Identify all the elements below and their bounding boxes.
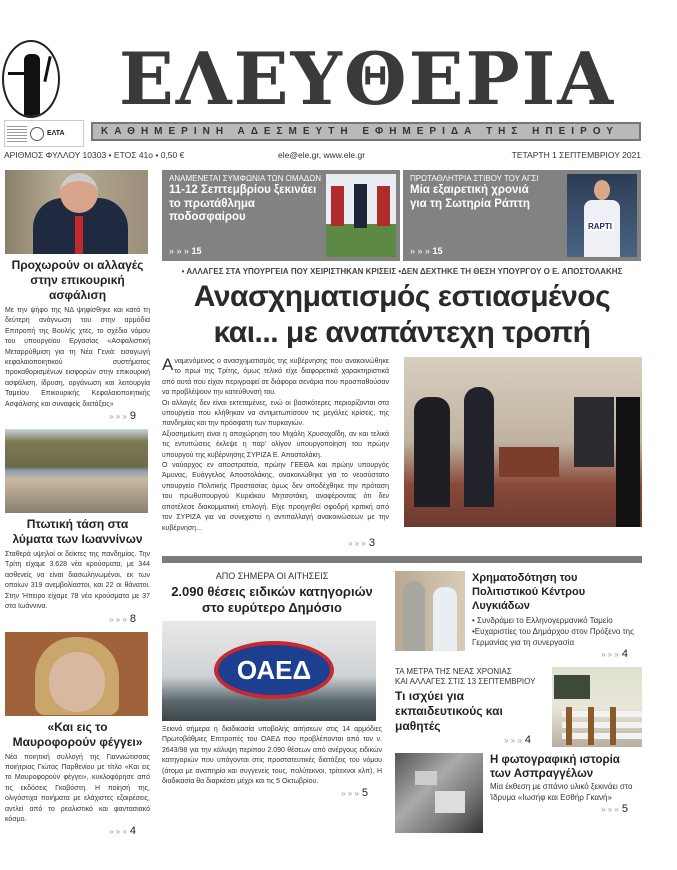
article-headline[interactable]: Προχωρούν οι αλλαγές στην επικουρική ασφάλιση (11, 258, 144, 302)
headline-line1: Η φωτογραφική ιστορία (490, 753, 620, 766)
photo-ioannina (5, 429, 148, 513)
page-ref[interactable]: » » » 8 (109, 612, 136, 625)
lead-headline[interactable] (162, 279, 642, 351)
headline-line1: Τι ισχύει για (395, 688, 464, 703)
bullet: • Συνδράμει το Ελληνογερμανικό Ταμείο (472, 615, 613, 625)
photo-asprangeli (395, 753, 483, 833)
page-ref[interactable]: » » » 9 (109, 410, 136, 423)
lead-body: Αναμενόμενος ο ανασχηματισμός της κυβέρνησης που ανακοινώθηκε το πρωί της Τρίτης, όμως τελικά είχε διαφορετικά χαρακτηριστικά από αυτά που είχαν περιγραφεί σε διάφορα σενάρια που προσπαθούσαν να προβλέψουν την κατεύθυνσή του. Οι αλλαγές δεν είναι εκτεταμένες, ενώ οι βασικότερες περιορίζονται στα υπουργεία που κλήθηκαν να αντιμετωπίσουν τις μεγάλες κρίσεις, της πανδημίας και την πρόσφατη των πυρκαγιών. Αξιοσημείωτη είναι η αποχώρηση του Μιχάλη Χρυσοχοΐδη, αν και τελικά τις εντυπώσεις έκλεψε η παρ' ολίγον υπουργοποίηση του πρώην υπουργού της κυβέρνησης ΣΥΡΙΖΑ Ε. Αποστολάκη. Ο ναύαρχος εν αποστρατεία, πρώην ΓΕΕΘΑ και πρώην υπουργός Άμυνας, Ευάγγελος Αποστολάκης, ανακοινώθηκε για το νεοσύστατο υπουργείο Πολιτικής Προστασίας όμως δεν αποδέχθηκε την πρόταση του πρωθυπουργού Κυριάκου Μητσοτάκη, αναφέροντας ότι δεν αποτέλεσε διακομματική επιλογή. Είχε προηγηθεί σφοδρή κριτική από τον ΣΥΡΙΖΑ για να συνεχιστεί η αντιπαλλαγή ανακοινώσεων με την κυβέρνηση... (162, 355, 389, 532)
bottom-row (162, 571, 642, 833)
article-headline[interactable]: Πτωτική τάση στα λύματα των Ιωαννίνων (12, 517, 143, 547)
masthead-tagline: ΚΑΘΗΜΕΡΙΝΗ ΑΔΕΣΜΕΥΤΗ ΕΦΗΜΕΡΙΔΑ ΤΗΣ ΗΠΕΙΡΟΥ (91, 122, 641, 141)
kicker: ΑΝΑΜΕΝΕΤΑΙ ΣΥΜΦΩΝΙΑ ΤΩΝ ΟΜΑΔΩΝ (169, 174, 321, 183)
article (5, 632, 150, 839)
photo-swearing-in (404, 357, 642, 527)
headline-line1: 11-12 Σεπτεμβρίου ξεκινάει (169, 184, 317, 196)
sports-row (162, 170, 642, 261)
photo-handover (395, 571, 465, 651)
logo (2, 40, 60, 118)
photo-oaed (162, 621, 376, 721)
article-oaed (162, 571, 382, 800)
headline-line2: εκπαιδευτικούς και μαθητές (395, 703, 503, 733)
photo-athlete (567, 174, 637, 257)
badges (4, 120, 84, 147)
photo-football-players (326, 174, 396, 257)
lead-headline-line2: και... με αναπάντεχη τροπή (213, 316, 591, 349)
article-lygkiades[interactable] (395, 571, 642, 661)
page-ref[interactable]: » » » 4 (504, 733, 531, 746)
kicker: ΤΑ ΜΕΤΡΑ ΤΗΣ ΝΕΑΣ ΧΡΟΝΙΑΣ (395, 666, 512, 676)
page-ref[interactable]: » » » 3 (348, 536, 375, 549)
headline-line2: Πολιτιστικού Κέντρου Λυγκιάδων (472, 585, 586, 612)
lead-kicker: • ΑΛΛΑΓΕΣ ΣΤΑ ΥΠΟΥΡΓΕΙΑ ΠΟΥ ΧΕΙΡΙΣΤΗΚΑΝ ΚΡΙΣΕΙΣ •ΔΕΝ ΔΕΧΤΗΚΕ ΤΗ ΘΕΣΗ ΥΠΟΥΡΓΟΥ Ο Ε. ΑΠΟΣΤΟΛΑΚΗΣ (181, 267, 623, 276)
page-ref[interactable]: » » » 5 (341, 787, 368, 800)
page-ref[interactable]: » » » 4 (109, 825, 136, 838)
sword-icon (43, 56, 51, 82)
lead-row (162, 357, 642, 550)
lead-headline-line1: Ανασχηματισμός εστιασμένος (193, 280, 611, 313)
headline-line1: Χρηματοδότηση του (472, 571, 578, 584)
headline-line2: το πρωτάθλημα ποδοσφαίρου (169, 197, 255, 223)
article-body: Σταθερά υψηλοί οι δείκτες της πανδημίας. Την Τρίτη είχαμε 3.628 νέα κρούσματα, με 344 ασθενείς να είναι διασωληνωμένοι, εκ των οποίων 319 ανεμβολίαστοι, και 22 οι θάνατοι. Στην Ήπειρο είχαμε 78 νέα κρούσματα με 37 στα Ιωάννινα. (5, 551, 150, 611)
article-headline[interactable]: «Και εις το Μαυροφορούν φέγγει» (12, 719, 143, 749)
oaed-body: Ξεκινά σήμερα η διαδικασία υποβολής αιτήσεων στις 14 αρμόδιες Πρωτοβάθμιες Επιτροπές του ΟΑΕΔ που προβλέπονται από τον ν. 2643/98 για την κάλυψη περίπου 2.090 θέσεων από ανέργους ειδικών κατηγοριών που υπάγονται στις προστατευτικές διατάξεις του νόμου (άτομα με αναπηρία και συγγενείς τους, πολύτεκνοι, τρίτεκνοι κλπ). Η διαδικασία θα διαρκέσει μέχρι και τις 5 Οκτωβρίου. (162, 725, 382, 785)
photo-poet (5, 632, 148, 716)
drop-cap: Α (162, 355, 174, 374)
right-column (395, 571, 642, 833)
lead-text (162, 357, 389, 550)
certificate-badge (7, 124, 27, 144)
page-body (5, 170, 642, 838)
main-column (162, 170, 642, 833)
kicker: ΠΡΩΤΑΘΛΗΤΡΙΑ ΣΤΙΒΟΥ ΤΟΥ ΑΓΣΙ (410, 174, 539, 183)
kicker: ΚΑΙ ΑΛΛΑΓΕΣ ΣΤΙΣ 13 ΣΕΠΤΕΜΒΡΙΟΥ (395, 676, 536, 686)
oaed-headline[interactable]: 2.090 θέσεις ειδικών κατηγοριών στο ευρύτερο Δημόσιο (171, 583, 373, 615)
article (5, 170, 150, 423)
headline-line1: Μία εξαιρετική χρονιά (410, 184, 529, 196)
oaed-kicker: ΑΠΟ ΣΗΜΕΡΑ ΟΙ ΑΙΤΗΣΕΙΣ (215, 570, 329, 581)
page-ref[interactable]: » » » 15 (169, 246, 202, 256)
headline-line2: των Ασπραγγέλων (490, 767, 594, 780)
photo-classroom (552, 667, 642, 747)
page-ref[interactable]: » » » 4 (601, 647, 628, 660)
article-schools[interactable] (395, 667, 642, 747)
athlete-bib: RAPTI (588, 222, 612, 231)
page-ref[interactable]: » » » 15 (410, 246, 443, 256)
oaed-logo: ΟΑΕΔ (214, 641, 334, 699)
seal-icon (30, 127, 44, 141)
contact-info: ele@ele.gr, www.ele.gr (278, 150, 366, 160)
headline-line2: για τη Σωτηρία Ράπτη (410, 197, 530, 210)
bullet: •Ευχαριστίες του Δημάρχου στον Πρόξενο της Γερμανίας για τη συνεργασία (472, 626, 634, 647)
article-body: Με την ψήφο της ΝΔ ψηφίσθηκε και κατά τη δεύτερη ανάγνωση του στην αρμόδια Επιτροπή της Βουλής χτες, το σχέδιο νόμου του υπουργείου Εργασίας «Ασφαλιστική Μεταρρύθμιση για τη Νέα Γενιά: εισαγωγή κεφαλαιοποιητικού συστήματος προκαθορισμένων εισφορών στην επικουρική ασφάλιση, ίδρυση, οργάνωση και λειτουργία Ταμείου Επικουρικής Κεφαλαιοποιητικής Ασφάλισης και συναφείς διατάξεις» (5, 307, 150, 408)
sports-box-athletics[interactable] (403, 170, 641, 261)
article-asprangeli[interactable] (395, 753, 642, 833)
masthead-title: ΕΛΕΥΘΕΡΙΑ (118, 36, 616, 121)
subheadline: Μία έκθεση με σπάνιο υλικό ξεκινάει στο Ίδρυμα «Ιωσήφ και Εσθήρ Γκανή» (490, 781, 633, 802)
section-divider (162, 556, 642, 563)
photo-minister (5, 170, 148, 254)
sports-box-football[interactable] (162, 170, 400, 261)
elta-badge: ΕΛΤΑ (47, 130, 65, 137)
left-column (5, 170, 150, 838)
article-body: Νέα ποιητική συλλογή της Γιαννιώτισσας ποιήτριας Γιώτας Παρθενίου με τίτλο «Και εις το Μαυροφορούν φέγγει», κυκλοφόρησε από τις εκδόσεις Γκοβόστη. Η ποίησή της, ολιγόστιχα ποιήματα με ελάχιστες εξαιρέσεις, αντλεί από το ρεαλιστικό και φαντασιακό κόσμο. (5, 753, 150, 823)
page-ref[interactable]: » » » 5 (601, 802, 628, 815)
justice-figure-icon (24, 54, 40, 118)
issue-date: ΤΕΤΑΡΤΗ 1 ΣΕΠΤΕΜΒΡΙΟΥ 2021 (511, 150, 641, 160)
issue-info: ΑΡΙΘΜΟΣ ΦΥΛΛΟΥ 10303 • ΕΤΟΣ 41ο • 0,50 € (4, 150, 185, 160)
scales-icon (8, 72, 30, 75)
article (5, 429, 150, 625)
